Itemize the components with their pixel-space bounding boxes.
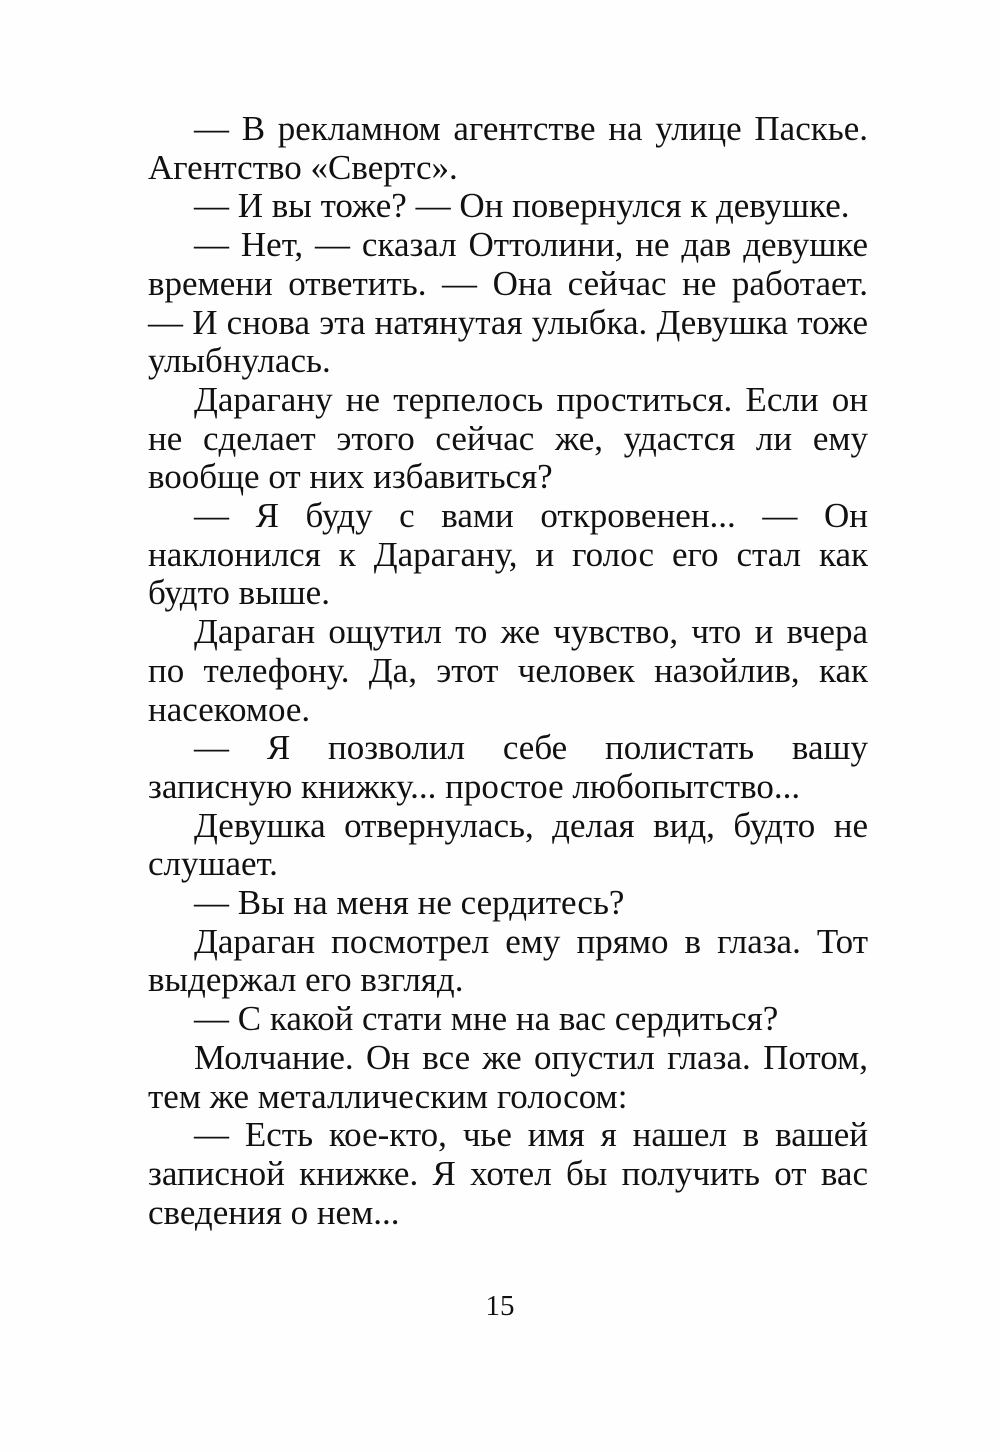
paragraph: — Я буду с вами откровенен... — Он наклонился к Дарагану, и голос его стал как будто выше. (148, 496, 868, 613)
paragraph: Дарагану не терпелось проститься. Если он не сделает этого сейчас же, удастся ли ему вообще от них избавиться? (148, 379, 868, 497)
paragraph: — Вы на меня не сердитесь? (194, 883, 625, 923)
body-text (148, 110, 868, 1232)
paragraph: Дараган посмотрел ему прямо в глаза. Тот выдержал его взгляд. (148, 921, 868, 1000)
paragraph: — И вы тоже? — Он повернулся к девушке. (194, 186, 850, 226)
paragraph: — В рекламном агентстве на улице Паскье. Агентство «Свертс». (148, 109, 868, 187)
paragraph: — Я позволил себе полистать вашу записную книжку... простое любопытство... (148, 728, 868, 806)
page-number: 15 (485, 1290, 515, 1322)
paragraph: — С какой стати мне на вас сердиться? (194, 999, 779, 1039)
paragraph: Девушка отвернулась, делая вид, будто не слушает. (148, 805, 868, 884)
paragraph: — Есть кое-кто, чье имя я нашел в вашей записной книжке. Я хотел бы получить от вас сведения о нем... (148, 1115, 868, 1232)
paragraph: Молчание. Он все же опустил глаза. Потом, тем же металлическим голосом: (148, 1037, 868, 1116)
paragraph: — Нет, — сказал Оттолини, не дав девушке времени ответить. — Она сейчас не работает. — И снова эта натянутая улыбка. Девушка тоже улыбнулась. (148, 225, 868, 381)
paragraph: Дараган ощутил то же чувство, что и вчера по телефону. Да, этот человек назойлив, как насекомое. (148, 612, 868, 729)
